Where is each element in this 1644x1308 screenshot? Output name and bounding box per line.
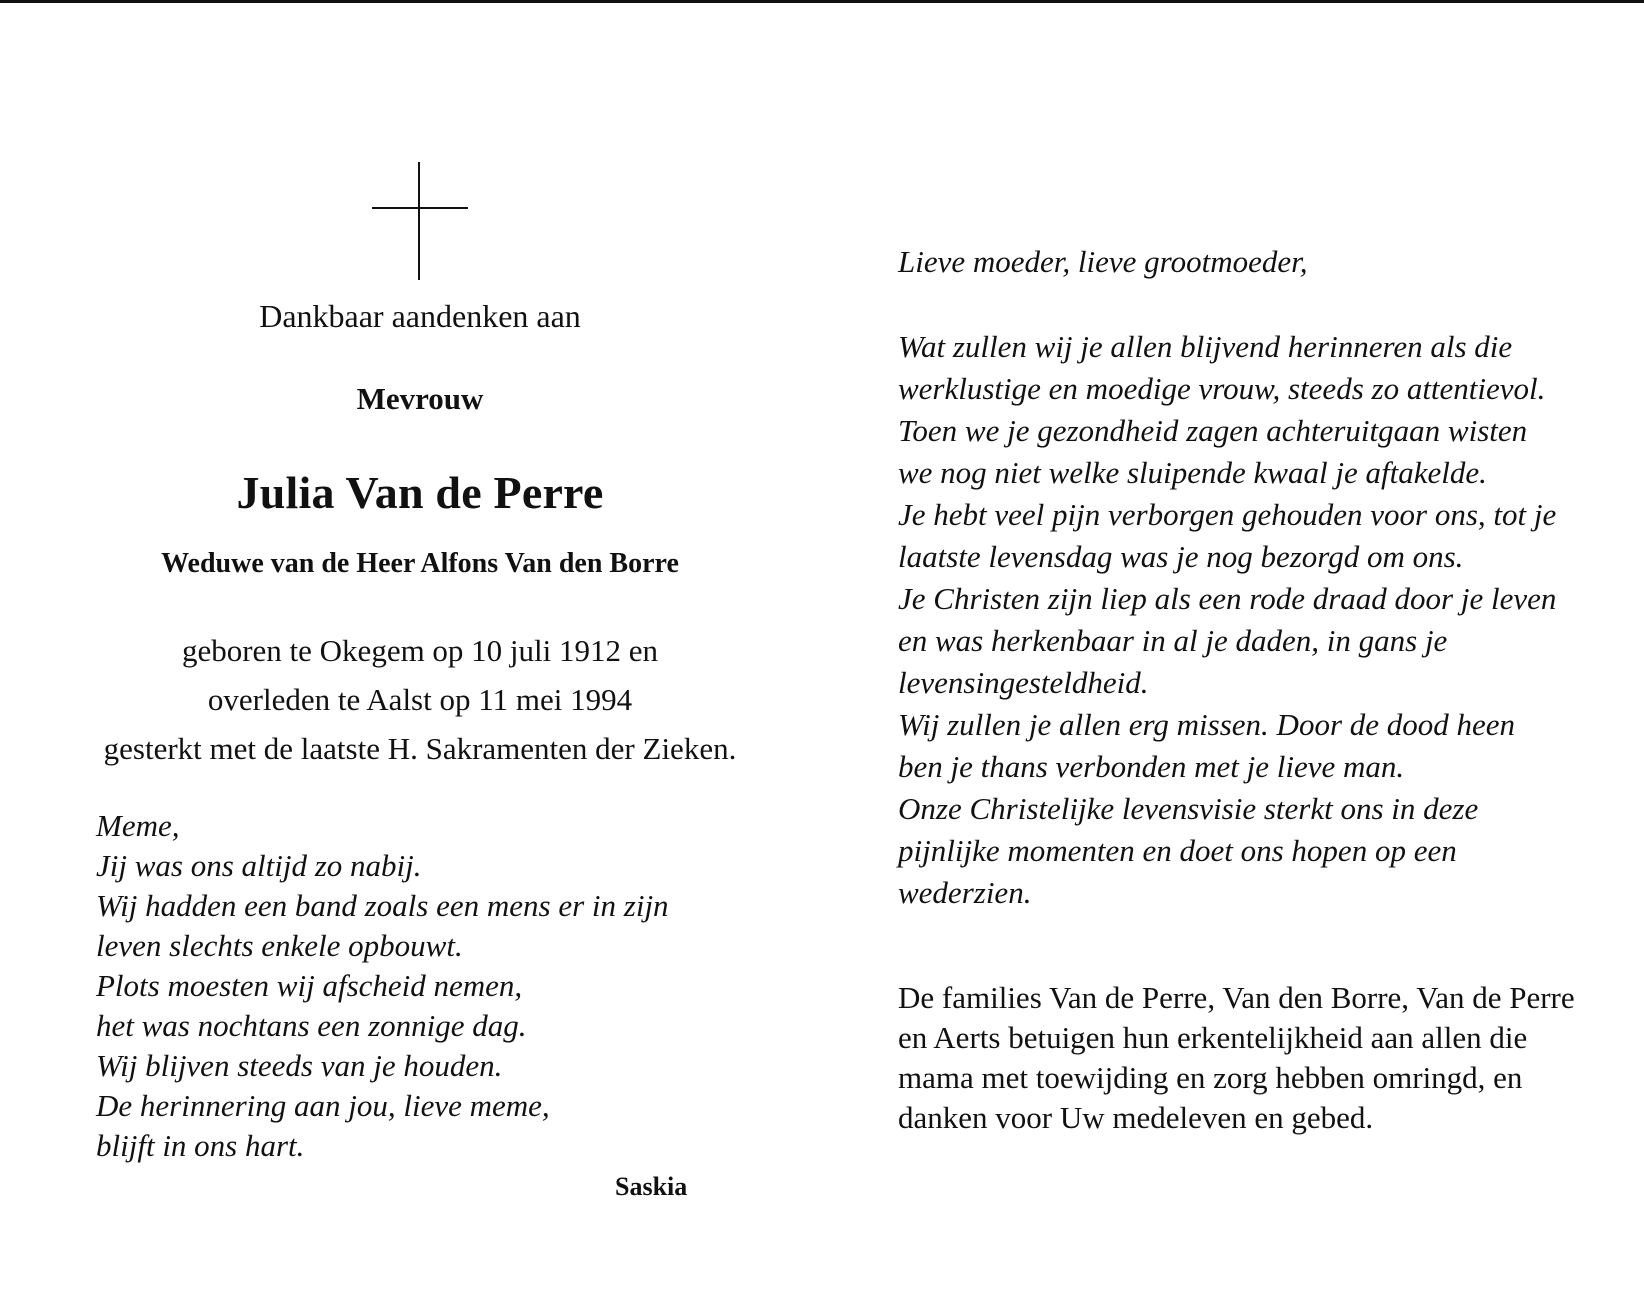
- letter-line: Toen we je gezondheid zagen achteruitgaan wisten: [898, 413, 1528, 448]
- letter-line: en was herkenbaar in al je daden, in gans je: [898, 623, 1448, 658]
- poem-line: Wij blijven steeds van je houden.: [96, 1048, 503, 1083]
- letter-line: we nog niet welke sluipende kwaal je aftakelde.: [898, 455, 1487, 490]
- life-line: overleden te Aalst op 11 mei 1994: [207, 682, 633, 717]
- life-dates-block: [40, 626, 800, 773]
- letter-line: Wat zullen wij je allen blijvend herinneren als die: [898, 329, 1513, 364]
- letter-line: Je hebt veel pijn verborgen gehouden voor ons, tot je: [898, 497, 1557, 532]
- poem-line: het was nochtans een zonnige dag.: [96, 1008, 527, 1043]
- poem-line: Meme,: [96, 808, 180, 843]
- poem-line: Jij was ons altijd zo nabij.: [96, 848, 422, 883]
- thanks-line: De families Van de Perre, Van den Borre, Van de Perre: [898, 980, 1575, 1015]
- letter-line: Onze Christelijke levensvisie sterkt ons in deze: [898, 791, 1479, 826]
- letter-greeting: Lieve moeder, lieve grootmoeder,: [898, 244, 1308, 279]
- top-border-line: [0, 0, 1644, 3]
- poem-block: [96, 806, 669, 1166]
- life-line: geboren te Okegem op 10 juli 1912 en: [181, 633, 659, 668]
- life-line: gesterkt met de laatste H. Sakramenten der Zieken.: [103, 731, 737, 766]
- poem-line: blijft in ons hart.: [96, 1128, 305, 1163]
- poem-signature: Saskia: [615, 1172, 688, 1201]
- poem-line: Wij hadden een band zoals een mens er in zijn: [96, 888, 669, 923]
- thanks-line: danken voor Uw medeleven en gebed.: [898, 1100, 1374, 1135]
- poem-line: Plots moesten wij afscheid nemen,: [96, 968, 523, 1003]
- letter-line: pijnlijke momenten en doet ons hopen op een: [898, 833, 1457, 868]
- thanks-line: en Aerts betuigen hun erkentelijkheid aan allen die: [898, 1020, 1528, 1055]
- letter-block: [898, 326, 1556, 914]
- spouse-line: Weduwe van de Heer Alfons Van den Borre: [161, 548, 679, 579]
- letter-line: werklustige en moedige vrouw, steeds zo attentievol.: [898, 371, 1546, 406]
- family-thanks-block: [898, 978, 1575, 1138]
- honorific-title: Mevrouw: [356, 381, 484, 416]
- letter-line: levensingesteldheid.: [898, 665, 1149, 700]
- thanks-line: mama met toewijding en zorg hebben omringd, en: [898, 1060, 1523, 1095]
- letter-line: Wij zullen je allen erg missen. Door de dood heen: [898, 707, 1516, 742]
- letter-line: Je Christen zijn liep als een rode draad door je leven: [898, 581, 1557, 616]
- poem-line: De herinnering aan jou, lieve meme,: [96, 1088, 550, 1123]
- cross-vertical-bar: [418, 162, 420, 280]
- deceased-name: Julia Van de Perre: [236, 467, 604, 518]
- letter-line: laatste levensdag was je nog bezorgd om ons.: [898, 539, 1464, 574]
- poem-line: leven slechts enkele opbouwt.: [96, 928, 463, 963]
- cross-horizontal-bar: [372, 207, 468, 209]
- letter-line: ben je thans verbonden met je lieve man.: [898, 749, 1405, 784]
- letter-line: wederzien.: [898, 875, 1032, 910]
- cross-icon: [372, 162, 468, 280]
- memory-intro: Dankbaar aandenken aan: [259, 298, 581, 334]
